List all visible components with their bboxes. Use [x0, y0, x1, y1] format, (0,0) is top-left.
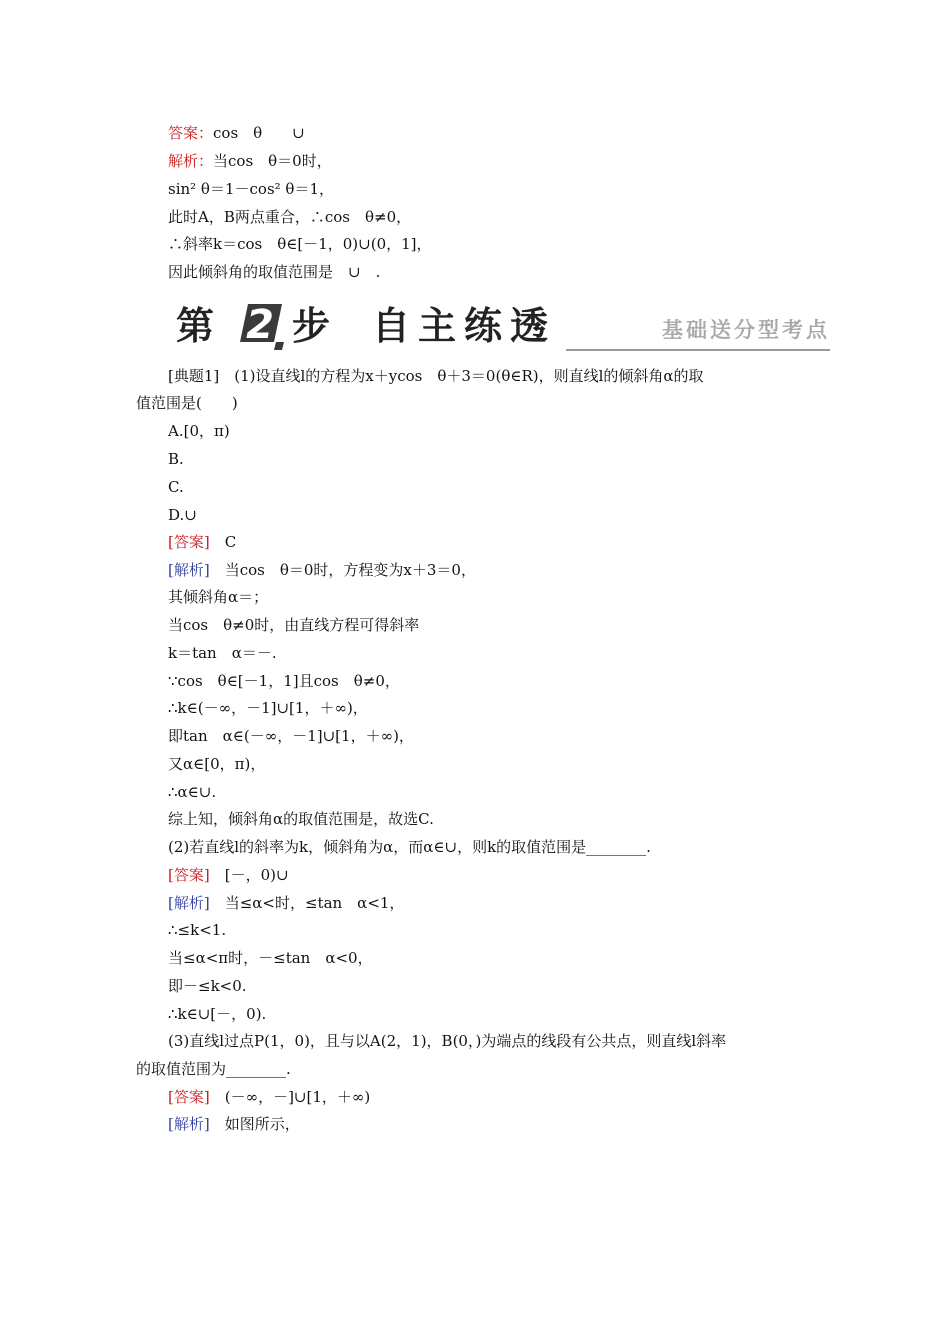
intro-line: sin² θ＝1－cos² θ＝1， [168, 180, 334, 198]
banner-heading: 自主练透 [372, 304, 557, 348]
analysis-line: 其倾斜角α＝； [168, 588, 269, 606]
step-number: 2 [246, 302, 274, 348]
analysis-line: 综上知，倾斜角α的取值范围是，故选C. [168, 810, 434, 828]
intro-line: ∴斜率k＝cos θ∈[－1，0)∪(0，1]， [168, 235, 432, 253]
problem-2-analysis [168, 893, 404, 913]
answer-text: cos θ ∪ [213, 124, 305, 142]
intro-analysis-line [168, 151, 332, 171]
answer-tag: [答案] [168, 866, 210, 884]
problem-3-stem-cont: 的取值范围为________. [136, 1060, 291, 1078]
banner-divider [566, 349, 830, 351]
analysis-line: 即－≤k<0. [168, 977, 247, 995]
analysis-line: ∴α∈∪. [168, 783, 217, 801]
problem-1-answer [168, 532, 236, 552]
problem-3-answer [168, 1087, 370, 1107]
analysis-text: 当≤α<时，≤tan α<1， [209, 894, 405, 912]
problem-1-stem-cont: 值范围是( ) [136, 394, 238, 412]
answer-value: C [209, 533, 237, 551]
problem-2-answer [168, 865, 289, 885]
analysis-text: 如图所示， [209, 1115, 300, 1133]
option-b: B. [168, 450, 184, 468]
intro-line: 此时A，B两点重合，∴cos θ≠0， [168, 208, 412, 226]
problem-2-stem: (2)若直线l的斜率为k，倾斜角为α，而α∈∪，则k的取值范围是________. [168, 838, 651, 856]
analysis-text: 当cos θ＝0时， [213, 152, 332, 170]
problem-1-stem: [典题1] (1)设直线l的方程为x＋ycos θ＋3＝0(θ∈R)，则直线l的倾斜角α的取 [168, 367, 704, 385]
answer-value: (－∞，－]∪[1，＋∞) [209, 1088, 371, 1106]
intro-line: 因此倾斜角的取值范围是 ∪ . [168, 263, 381, 281]
analysis-line: 即tan α∈(－∞，－1]∪[1，＋∞)， [168, 727, 414, 745]
analysis-tag: [解析] [168, 894, 210, 912]
analysis-label: 解析： [168, 152, 214, 170]
option-a: A.[0，π) [168, 422, 230, 440]
analysis-line: 当cos θ≠0时，由直线方程可得斜率 [168, 616, 420, 634]
analysis-line: ∵cos θ∈[－1，1]且cos θ≠0， [168, 672, 400, 690]
analysis-tag: [解析] [168, 561, 210, 579]
banner-subheading: 基础送分型考点 [662, 318, 830, 342]
problem-1-analysis [168, 560, 476, 580]
analysis-text: 当cos θ＝0时，方程变为x＋3＝0， [209, 561, 476, 579]
analysis-line: ∴k∈(－∞，－1]∪[1，＋∞)， [168, 699, 368, 717]
answer-tag: [答案] [168, 1088, 210, 1106]
option-d: D.∪ [168, 506, 197, 524]
intro-answer-line [168, 123, 305, 143]
analysis-line: ∴≤k<1. [168, 921, 227, 939]
analysis-line: ∴k∈∪[－，0). [168, 1005, 267, 1023]
analysis-line: 又α∈[0，π)， [168, 755, 266, 773]
problem-3-analysis [168, 1114, 300, 1134]
banner-char-di: 第 [176, 304, 215, 348]
analysis-line: 当≤α<π时，－≤tan α<0， [168, 949, 373, 967]
answer-tag: [答案] [168, 533, 210, 551]
answer-value: [－，0)∪ [209, 866, 289, 884]
analysis-tag: [解析] [168, 1115, 210, 1133]
answer-label: 答案： [168, 124, 214, 142]
problem-3-stem: (3)直线l过点P(1，0)，且与以A(2，1)，B(0，)为端点的线段有公共点，则直线l斜率 [168, 1032, 727, 1050]
banner-char-bu: 步 [292, 304, 331, 348]
analysis-line: k＝tan α＝－. [168, 644, 277, 662]
option-c: C. [168, 478, 184, 496]
